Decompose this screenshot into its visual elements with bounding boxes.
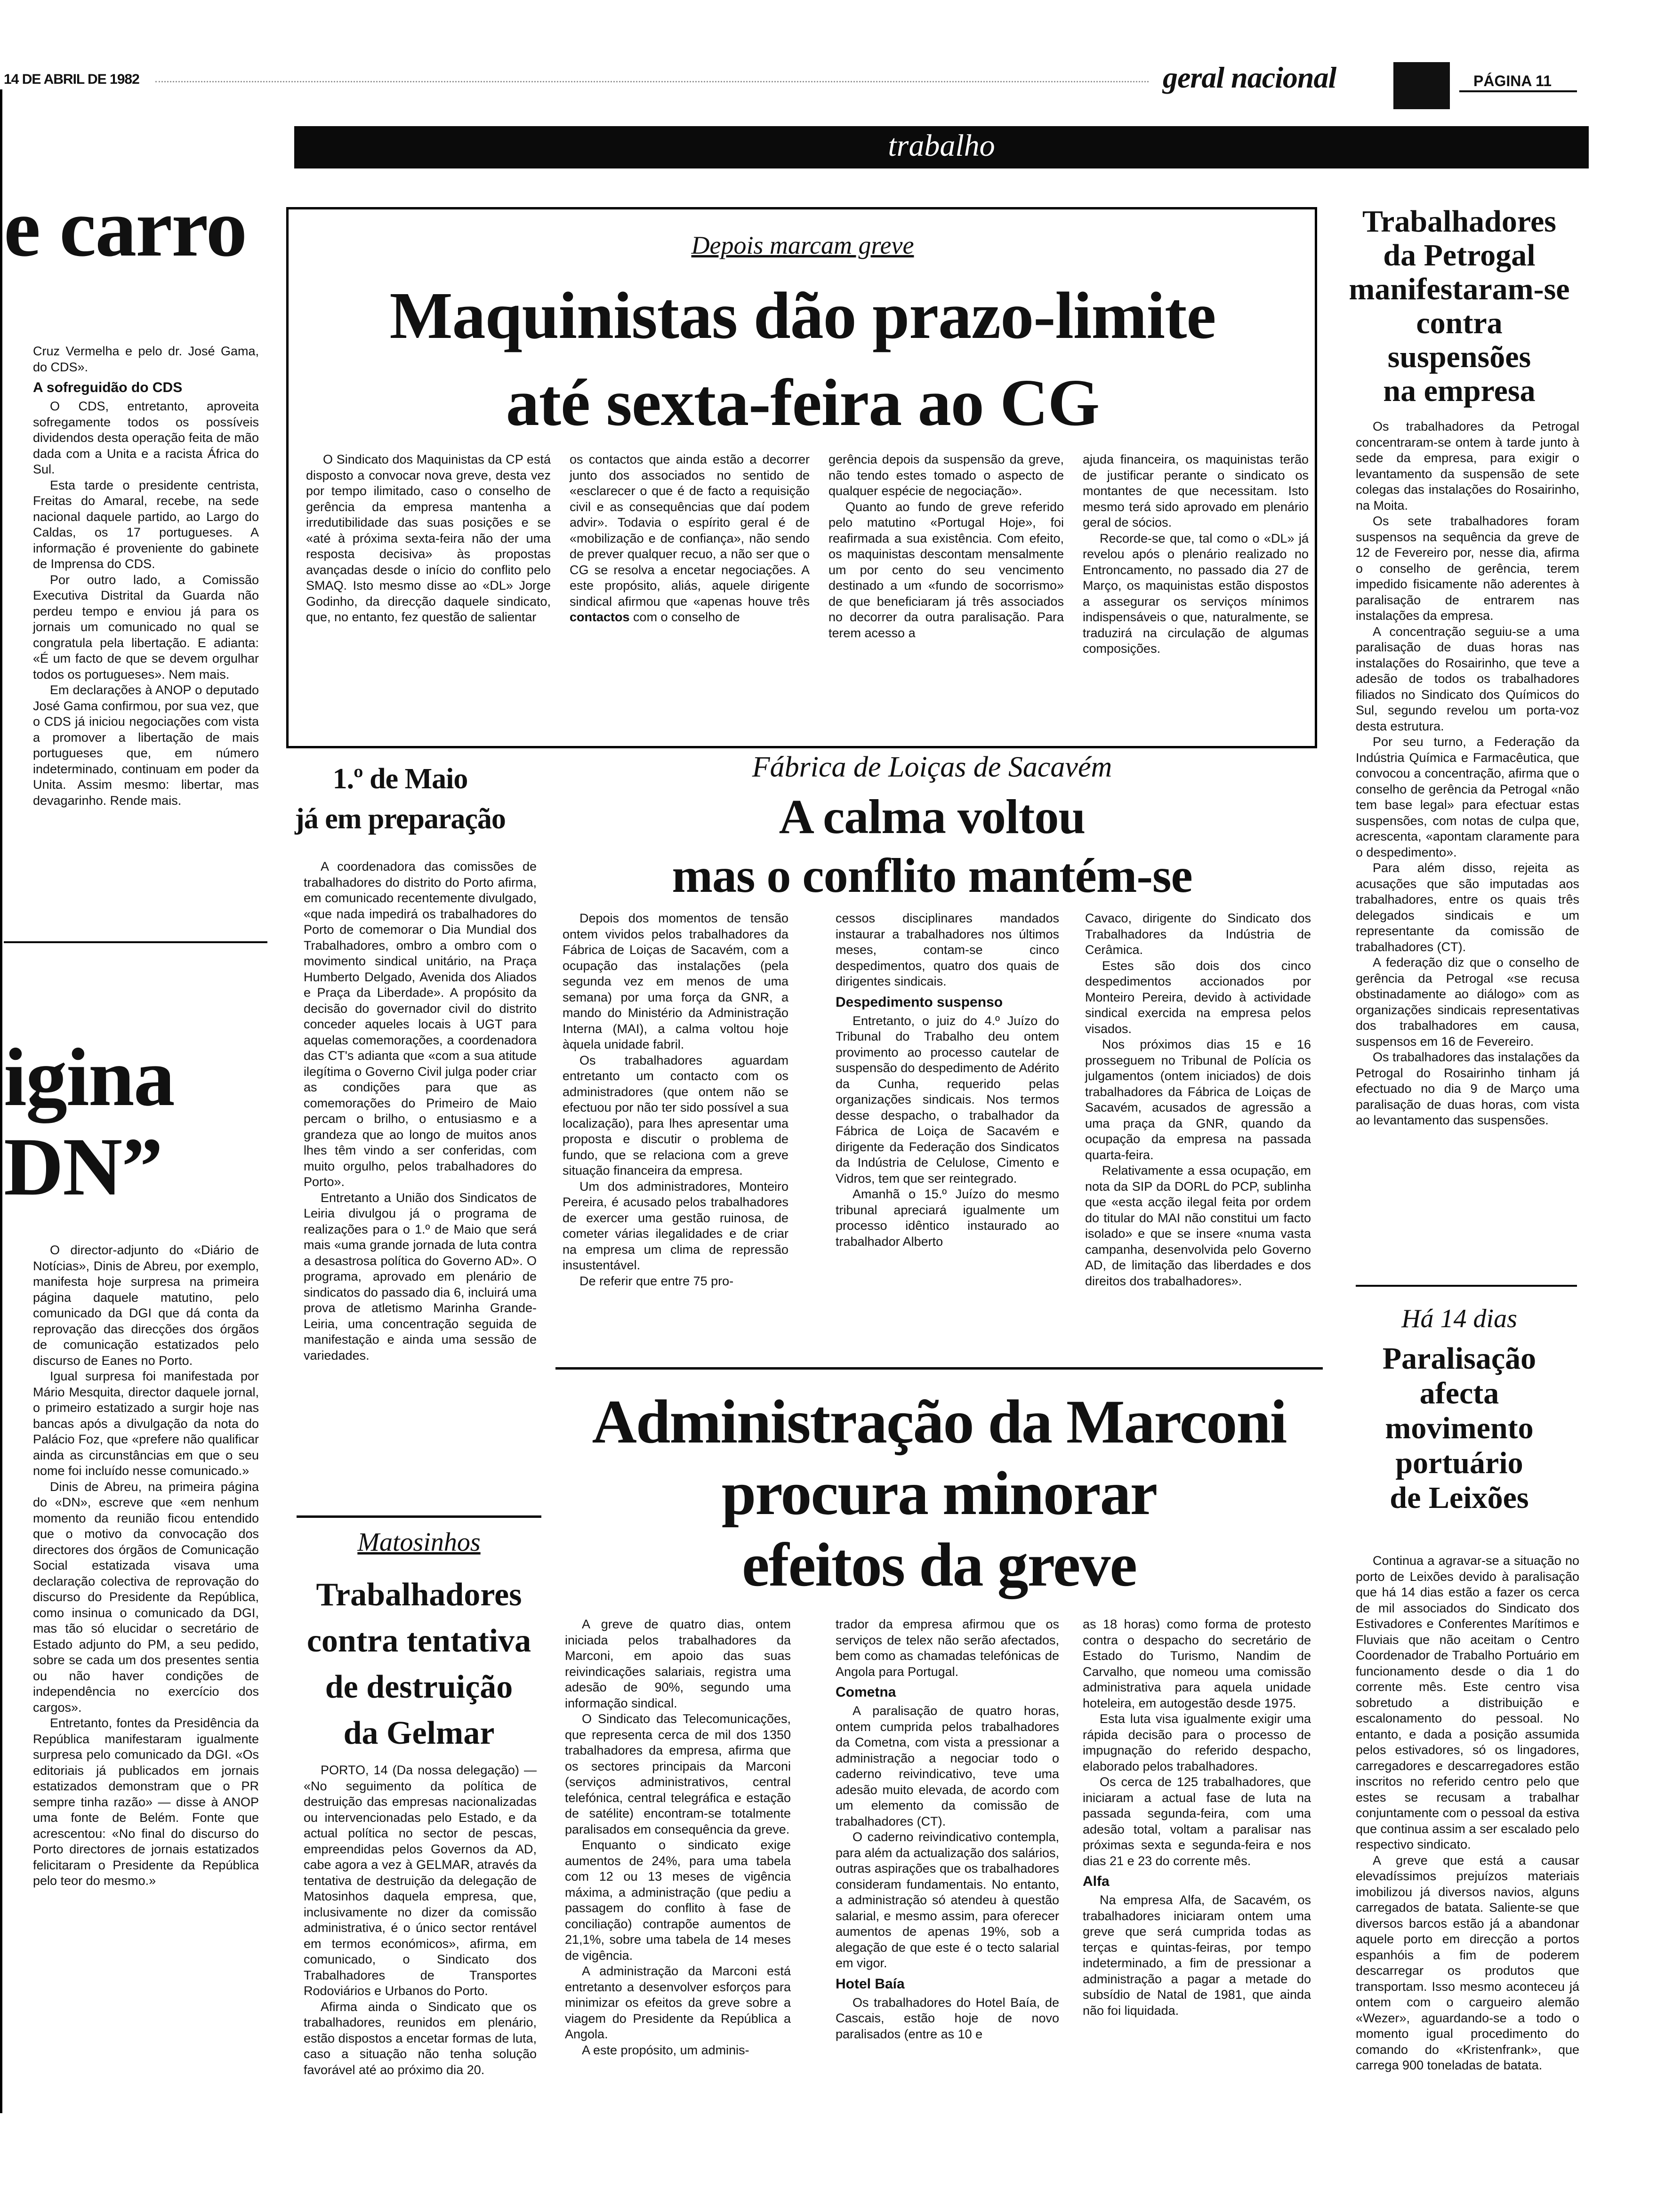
- paragraph: Os trabalhadores do Hotel Baía, de Cascais, estão hoje de novo paralisados (entre as 10 e: [836, 1995, 1059, 2041]
- paragraph: cessos disciplinares mandados instaurar a trabalhadores nos últimos meses, contam-se cinco despedimentos, quatro dos quais de dirigentes sindicais.: [836, 911, 1059, 988]
- paragraph: Cruz Vermelha e pelo dr. José Gama, do CDS».: [33, 344, 259, 374]
- sacavem-end-rule: [555, 1367, 1323, 1370]
- maquinistas-headline-2: até sexta-feira ao CG: [506, 365, 1100, 440]
- text-run: com o conselho de: [633, 610, 740, 624]
- paragraph: Igual surpresa foi manifestada por Mário Mesquita, director daquele jornal, o primeiro estatizado a surgir hoje nas bancas após a divulgação da nota do Palácio Foz, que «prefere não qualificar ainda as circunstâncias em que o seu nome foi incluído nesse comunicado.»: [33, 1369, 259, 1478]
- headline-line: Trabalhadores: [316, 1577, 522, 1613]
- paragraph: A administração da Marconi está entretanto a desenvolver esforços para minimizar os efeitos da greve sobre a viagem do Presidente da República a Angola.: [565, 1964, 791, 2041]
- leixoes-headline: [1332, 1341, 1586, 1515]
- paragraph: Os sete trabalhadores foram suspensos na sequência da greve de 12 de Fevereiro por, nesse dia, afirma o conselho de gerência, terem impedido fisicamente não aderentes à paralisação de entrarem nas instalações da empresa.: [1356, 514, 1579, 623]
- text-run: os contactos que ainda estão a decorrer junto dos associados no sentido de «esclarecer o que é de facto a requisição civil e as consequências que daí podem advir». Todavia o espírito geral é de «mobilização e de confiança», não sendo de prever qualquer recuo, a não ser que o CG se resolva a encetar negociações. A este propósito, aliás, aquele dirigente sindical afirmou que «apenas houve três: [570, 452, 810, 609]
- sacavem-col-3: [1085, 911, 1311, 1289]
- page-number: PÁGINA 11: [1473, 72, 1552, 89]
- leixoes-kicker: Há 14 dias: [1401, 1304, 1517, 1333]
- paragraph: Um dos administradores, Monteiro Pereira, é acusado pelos trabalhadores de exercer uma gestão ruinosa, de cometer várias ilegalidades e de criar na empresa um clima de repressão insustentável.: [563, 1179, 788, 1272]
- paragraph: O director-adjunto do «Diário de Notícias», Dinis de Abreu, por exemplo, manifesta hoje surpresa na primeira página daquele matutino, pelo comunicado da DGI que dá conta da reprovação das direcções dos órgãos de comunicação estatizados pelo discurso de Eanes no Porto.: [33, 1243, 259, 1368]
- subheading: Cometna: [836, 1684, 896, 1700]
- paragraph: A greve que está a causar elevadíssimos prejuízos materiais imobilizou já diversos navios, alguns carregados de batata. Saliente-se que diversos barcos estão já a abandonar aquele porto em direcção a portos espanhóis a fim de poderem descarregar os produtos que transportam. Isso mesmo aconteceu já ontem com o cargueiro alemão «Wezer», aguardando-se a todo o momento igual procedimento do comando do «Kristenfrank», que carrega 900 toneladas de batata.: [1356, 1853, 1579, 2072]
- left-divider: [4, 941, 267, 943]
- paragraph: Na empresa Alfa, de Sacavém, os trabalhadores iniciaram ontem uma greve que será cumprida todas as terças e quintas-feiras, por tempo indeterminado, a fim de pressionar a administração a pagar a metade do subsídio de Natal de 1981, que ainda não foi liquidada.: [1083, 1893, 1311, 2018]
- sacavem-headline-1: A calma voltou: [779, 790, 1086, 844]
- paragraph: Dinis de Abreu, na primeira página do «DN», escreve que «em nenhum momento da reunião ficou entendido que o motivo da convocação dos directores dos órgãos de Comunicação Social estatizada visava uma declaração colectiva de reprovação do discurso do Presidente da República, como insinua o comunicado da DGI, mas tão só elucidar o secretário de Estado adjunto do PM, a seu pedido, sobre se cada um dos presentes sentia ou não haver condições de independência no exercício dos cargos».: [33, 1479, 259, 1715]
- paragraph: A coordenadora das comissões de trabalhadores do distrito do Porto afirma, em comunicado recentemente divulgado, «que nada impedirá os trabalhadores do Porto de comemorar o Dia Mundial dos Trabalhadores, ombro a ombro com o movimento sindical unitário, na Praça Humberto Delgado, Avenida dos Aliados e Praça da Liberdade». A propósito da decisão do governador civil do distrito conceder aqueles locais à UGT para aquelas comemorações, a coordenadora das CT's adianta que «com a sua atitude ilegítima o Governo Civil julga poder criar as condições para que as comemorações do Primeiro de Maio percam o brilho, o entusiasmo e a grandeza que ao longo de muitos anos lhes têm vindo a ser conferidas, com muito orgulho, pelos trabalhadores do Porto».: [304, 859, 537, 1189]
- subheading: Alfa: [1083, 1874, 1110, 1889]
- paragraph: A federação diz que o conselho de gerência da Petrogal «se recusa obstinadamente ao diálogo» com as organizações sindicais representativas dos trabalhadores em causa, suspensos em 16 de Fevereiro.: [1356, 955, 1579, 1049]
- headline-line: afecta: [1419, 1376, 1499, 1411]
- section-banner-title: trabalho: [888, 128, 995, 163]
- maio-article: [304, 859, 537, 1363]
- paragraph: O Sindicato dos Maquinistas da CP está disposto a convocar nova greve, desta vez por tempo ilimitado, caso o conselho de gerência da empresa mantenha a irredutibilidade das suas posições e se «até à próxima sexta-feira não der uma resposta decisiva» às propostas avançadas desde o início do conflito pelo SMAQ. Isto mesmo disse ao «DL» Jorge Godinho, da direcção daquele sindicato, que, no entanto, fez questão de salientar: [306, 452, 551, 624]
- paragraph: Recorde-se que, tal como o «DL» já revelou após o plenário realizado no Entroncamento, no passado dia 27 de Março, os maquinistas estão dispostos a assegurar os serviços mínimos indispensáveis o que, naturalmente, se traduzirá na circulação de algumas composições.: [1083, 531, 1309, 656]
- headline-line: manifestaram-se: [1349, 272, 1570, 306]
- headline-line: contra: [1416, 306, 1503, 340]
- paragraph: Os trabalhadores das instalações da Petrogal do Rosairinho tinham já efectuado no dia 9 de Março uma paralisação de duas horas, com vista ao levantamento das suspensões.: [1356, 1050, 1579, 1127]
- headline-line: de destruição: [325, 1669, 513, 1705]
- paragraph: PORTO, 14 (Da nossa delegação) — «No seguimento da política de destruição das empresas nacionalizadas ou intervencionadas pelo Estado, e da actual política no sector de pescas, empreendidas pelos Governos da AD, cabe agora a vez à GELMAR, através da tentativa de destruição da delegação de Matosinhos daquela empresa, que, inclusivamente no dizer da comissão administrativa, é o único sector rentável em termos económicos», afirma, em comunicado, o Sindicato dos Trabalhadores de Transportes Rodoviários e Urbanos do Porto.: [304, 1763, 537, 1998]
- headline-line: da Gelmar: [343, 1715, 495, 1751]
- headline-line: na empresa: [1383, 374, 1536, 408]
- left-article-cds: [33, 344, 259, 809]
- paragraph: Estes são dois dos cinco despedimentos accionados por Monteiro Pereira, devido à actividade sindical exercida na empresa pelos visados.: [1085, 958, 1311, 1036]
- paragraph: O caderno reivindicativo contempla, para além da actualização dos salários, outras aspirações que os trabalhadores consideram fundamentais. No entanto, a administração só atendeu à questão salarial, e mesmo assim, para oferecer aumentos de apenas 19%, sob a alegação de que este é o tecto salarial em vigor.: [836, 1830, 1059, 1970]
- gelmar-headline: [297, 1572, 541, 1756]
- paragraph: Depois dos momentos de tensão ontem vividos pelos trabalhadores da Fábrica de Loiças de Sacavém, com a ocupação das instalações (pela segunda vez em menos de uma semana) por uma força da GNR, a mando do Ministério da Administração Interna (MAI), a calma voltou hoje àquela unidade fabril.: [563, 911, 788, 1051]
- subheading: Despedimento suspenso: [836, 994, 1003, 1010]
- marconi-col-1: [565, 1617, 791, 2058]
- left-headline-dn: DN”: [4, 1121, 162, 1213]
- gelmar-kicker: Matosinhos: [357, 1528, 481, 1557]
- headline-line: Trabalhadores: [1362, 204, 1556, 239]
- bold-word: contactos: [570, 610, 630, 624]
- left-edge-rule: [0, 89, 2, 2113]
- paragraph: as 18 horas) como forma de protesto contra o despacho do secretário de Estado do Turismo, Nandim de Carvalho, que nomeou uma comissão administrativa para aquela unidade hoteleira, em autogestão desde 1975.: [1083, 1617, 1311, 1710]
- maquinistas-col-2: [570, 452, 810, 625]
- sacavem-col-1: [563, 911, 788, 1289]
- paragraph: Enquanto o sindicato exige aumentos de 24%, para uma tabela com 12 ou 13 meses de vigência máxima, a administração (que pediu a passagem do conflito à fase de conciliação) contrapõe aumentos de 21,1%, sobre uma tabela de 14 meses de vigência.: [565, 1838, 791, 1963]
- sacavem-kicker: Fábrica de Loiças de Sacavém: [752, 751, 1112, 783]
- paragraph: A greve de quatro dias, ontem iniciada pelos trabalhadores da Marconi, em apoio das suas reivindicações salariais, registra uma adesão de 90%, segundo uma informação sindical.: [565, 1617, 791, 1710]
- headline-line: contra tentativa: [306, 1623, 531, 1659]
- paragraph: Os trabalhadores da Petrogal concentraram-se ontem à tarde junto à sede da empresa, para exigir o levantamento da suspensão de sete colegas das instalações do Rosairinho, na Moita.: [1356, 419, 1579, 513]
- page-date: 14 DE ABRIL DE 1982: [4, 72, 139, 87]
- paragraph: Esta tarde o presidente centrista, Freitas do Amaral, recebe, na sede nacional daquele partido, ao Largo do Caldas, os 17 portugueses. A informação é proveniente do gabinete de Imprensa do CDS.: [33, 478, 259, 571]
- marconi-col-3: [1083, 1617, 1311, 2019]
- paragraph: Para além disso, rejeita as acusações que são imputadas aos trabalhadores, entre os quais três delegados sindicais e um representante da comissão de trabalhadores (CT).: [1356, 861, 1579, 954]
- headline-line: movimento: [1385, 1411, 1534, 1445]
- paragraph: [570, 452, 810, 625]
- maquinistas-kicker: Depois marcam greve: [691, 231, 914, 259]
- headline-line: da Petrogal: [1383, 238, 1536, 272]
- header-rule: [1459, 90, 1577, 92]
- headline-line: efeitos da greve: [742, 1530, 1136, 1599]
- header-dotted-line: [155, 81, 1149, 82]
- headline-line: procura minorar: [721, 1459, 1157, 1528]
- sacavem-col-2: [836, 911, 1059, 1250]
- paragraph: Entretanto a União dos Sindicatos de Leiria divulgou já o programa de realizações para o 1.º de Maio que será mais «uma grande jornada de luta contra a desastrosa política do Governo AD». O programa, aprovado em plenário de sindicatos do passado dia 6, incluirá uma prova de atletismo Marinha Grande-Leiria, uma concentração seguida de manifestação e ainda uma sessão de variedades.: [304, 1190, 537, 1362]
- maio-headline-1: 1.º de Maio: [332, 763, 468, 795]
- paragraph: Quanto ao fundo de greve referido pelo matutino «Portugal Hoje», foi reafirmada a sua existência. Com efeito, os maquinistas descontam mensalmente um por cento do seu vencimento destinado a um «fundo de socorrismo» de que beneficiaram já três associados no decorrer da outra paralisação. Para terem acesso a: [828, 499, 1064, 640]
- gelmar-article: [304, 1763, 537, 2078]
- petrogal-headline: [1332, 205, 1586, 408]
- paragraph: Amanhã o 15.º Juízo do mesmo tribunal apreciará igualmente um processo idêntico instaurado ao trabalhador Alberto: [836, 1187, 1059, 1249]
- paragraph: Em declarações à ANOP o deputado José Gama confirmou, por sua vez, que o CDS já iniciou negociações com vista a promover a libertação de mais portugueses que, em número indeterminado, continuam em poder da Unita. Assim mesmo: libertar, mas devagarinho. Rende mais.: [33, 683, 259, 808]
- paragraph: A paralisação de quatro horas, ontem cumprida pelos trabalhadores da Cometna, com vista a pressionar a administração a negociar todo o caderno reivindicativo, teve uma adesão muito elevada, de acordo com um elemento da comissão de trabalhadores (CT).: [836, 1704, 1059, 1828]
- paragraph: Esta luta visa igualmente exigir uma rápida decisão para o processo de impugnação do referido despacho, elaborado pelos trabalhadores.: [1083, 1712, 1311, 1773]
- paragraph: Afirma ainda o Sindicato que os trabalhadores, reunidos em plenário, estão dispostos a encetar formas de luta, caso a situação não tenha solução favorável até ao próximo dia 20.: [304, 1999, 537, 2077]
- paragraph: gerência depois da suspensão da greve, não tendo estes tomado o aspecto de qualquer espécie de negociação».: [828, 452, 1064, 498]
- paragraph: Continua a agravar-se a situação no porto de Leixões devido à paralisação que há 14 dias estão a fazer os cerca de mil associados do Sindicato dos Estivadores e Conferentes Marítimos e Fluviais que não aceitam o Centro Coordenador de Trabalho Portuário em funcionamento desde o dia 1 do corrente mês. Este centro visa sobretudo a distribuição e escalonamento do pessoal. No entanto, e dada a posição assumida pelos estivadores, só os lingadores, carregadores e descarregadores estão inscritos no referido centro pelo que estes se recusam a trabalhar conjuntamente com o pessoal da estiva que continua assim a ser escalado pelo respectivo sindicato.: [1356, 1554, 1579, 1851]
- section-title: geral nacional: [1163, 61, 1336, 94]
- paragraph: A este propósito, um adminis-: [582, 2043, 749, 2057]
- petrogal-end-rule: [1356, 1285, 1577, 1287]
- petrogal-article: [1356, 419, 1579, 1129]
- left-article-dn: [33, 1242, 259, 1889]
- maio-headline-2: já em preparação: [295, 803, 506, 835]
- headline-line: Paralisação: [1382, 1341, 1536, 1376]
- maquinistas-col-4: [1083, 452, 1309, 657]
- section-logo-block: [1393, 62, 1450, 109]
- paragraph: trador da empresa afirmou que os serviços de telex não serão afectados, bem como as chamadas telefónicas de Angola para Portugal.: [836, 1617, 1059, 1679]
- subheading: Hotel Baía: [836, 1976, 905, 1992]
- paragraph: Entretanto, fontes da Presidência da República manifestaram igualmente surpresa pelo comunicado da DGI. «Os editoriais já publicados em jornais estatizados demonstram que o PR sempre tinha razão» — disse à ANOP uma fonte de Belém. Fonte que acrescentou: «No final do discurso do Porto directores de jornais estatizados felicitaram o Presidente da República pelo teor do mesmo.»: [33, 1716, 259, 1888]
- paragraph: Relativamente a essa ocupação, em nota da SIP da DORL do PCP, sublinha que «esta acção ilegal feita por ordem do titular do MAI não constitui um facto isolado» e que se insere «numa vasta campanha, desenvolvida pelo Governo AD, de limitação das liberdades e dos direitos dos trabalhadores».: [1085, 1163, 1311, 1288]
- paragraph: Por outro lado, a Comissão Executiva Distrital da Guarda não perdeu tempo e enviou já para os jornais um comunicado no qual se congratula pela libertação. E adianta: «É um facto de que se devem orgulhar todos os portugueses». Nem mais.: [33, 572, 259, 681]
- paragraph: O CDS, entretanto, aproveita sofregamente todos os possíveis dividendos desta operação feita de mão dada com a Unita e a racista África do Sul.: [33, 399, 259, 476]
- maio-divider: [297, 1515, 541, 1518]
- paragraph: Cavaco, dirigente do Sindicato dos Trabalhadores da Indústria de Cerâmica.: [1085, 911, 1311, 957]
- marconi-col-2: [836, 1617, 1059, 2042]
- paragraph: A concentração seguiu-se a uma paralisação de duas horas nas instalações do Rosairinho, que teve a adesão de todos os trabalhadores filiados no Sindicato dos Químicos do Sul, segundo revelou um porta-voz desta estrutura.: [1356, 624, 1579, 733]
- paragraph: O Sindicato das Telecomunicações, que representa cerca de mil dos 1350 trabalhadores da empresa, afirma que os sectores principais da Marconi (serviços administrativos, central telefónica, central telegráfica e estação de satélite) encontram-se totalmente paralisados em consequência da greve.: [565, 1712, 791, 1836]
- paragraph: Por seu turno, a Federação da Indústria Química e Farmacêutica, que convocou a concentração, afirma que o conselho de gerência da Petrogal «não tem base legal» para efectuar estas suspensões, com notas de culpa que, acrescenta, «apontam claramente para o despedimento».: [1356, 735, 1579, 859]
- marconi-headline: [553, 1386, 1325, 1601]
- headline-line: portuário: [1395, 1446, 1523, 1480]
- headline-line: suspensões: [1387, 340, 1531, 374]
- paragraph: Os trabalhadores aguardam entretanto um contacto com os administradores (que ontem não se efectuou por não ter sido possível a sua localização), para lhes apresentar uma proposta e discutir o problema de fundo, que se relaciona com a greve situação financeira da empresa.: [563, 1053, 788, 1178]
- paragraph: De referir que entre 75 pro-: [579, 1274, 734, 1288]
- subheading: A sofreguidão do CDS: [33, 380, 183, 395]
- paragraph: Os cerca de 125 trabalhadores, que iniciaram a actual fase de luta na passada segunda-feira, com uma adesão total, voltam a paralisar nas próximas sexta e segunda-feira e nos dias 21 e 23 do corrente mês.: [1083, 1775, 1311, 1868]
- headline-line: de Leixões: [1390, 1481, 1529, 1515]
- paragraph: ajuda financeira, os maquinistas terão de justificar perante o sindicato os montantes de que necessitam. Isto mesmo terá sido aprovado em plenário geral de sócios.: [1083, 452, 1309, 529]
- left-headline-pagina: igina: [4, 1032, 174, 1123]
- maquinistas-col-3: [828, 452, 1064, 641]
- maquinistas-col-1: [306, 452, 551, 625]
- maquinistas-headline-1: Maquinistas dão prazo-limite: [389, 278, 1216, 353]
- sacavem-headline-2: mas o conflito mantém-se: [672, 849, 1192, 903]
- paragraph: Entretanto, o juiz do 4.º Juízo do Tribunal do Trabalho deu ontem provimento ao processo cautelar de suspensão do despedimento de Adérito da Cunha, requerido pelas organizações sindicais. Nos termos desse despacho, o trabalhador da Fábrica de Loiça de Sacavém e dirigente da Federação dos Sindicatos da Indústria de Celulose, Cimento e Vidros, tem que ser reintegrado.: [836, 1013, 1059, 1186]
- paragraph: Nos próximos dias 15 e 16 prosseguem no Tribunal de Polícia os julgamentos (ontem iniciados) de dois trabalhadores da Fábrica de Loiças de Sacavém, acusados de agressão a uma praça da GNR, quando da ocupação da empresa na passada quarta-feira.: [1085, 1037, 1311, 1162]
- headline-line: Administração da Marconi: [592, 1387, 1287, 1456]
- leixoes-article: [1356, 1553, 1579, 2074]
- left-headline-carro: e carro: [4, 182, 247, 274]
